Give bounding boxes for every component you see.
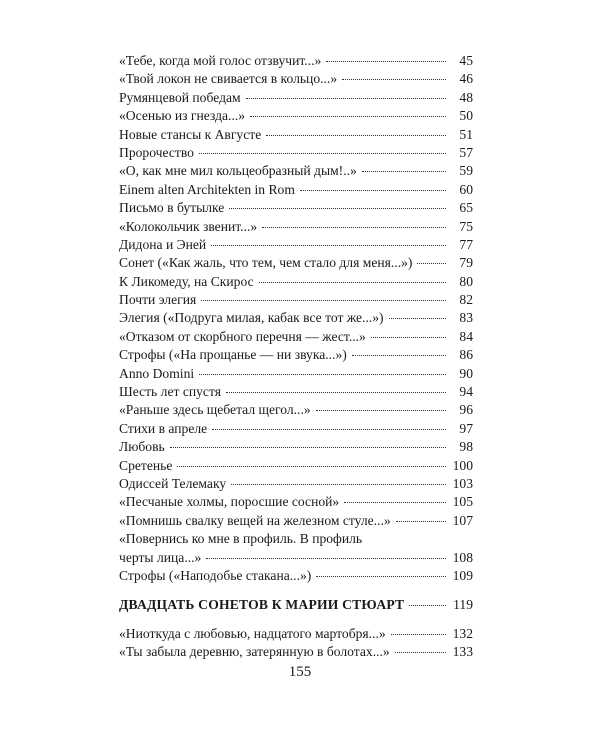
entry-title: Румянцевой победам (119, 89, 241, 105)
entry-page-number: 83 (459, 310, 473, 326)
toc-entry[interactable] (119, 493, 473, 511)
dot-leader (362, 170, 446, 172)
toc-entry[interactable] (119, 162, 473, 180)
entry-page-number: 51 (459, 126, 473, 142)
entry-title: Строфы («На прощанье — ни звука...») (119, 347, 347, 363)
entry-page-number: 82 (459, 292, 473, 308)
entry-title: Пророчество (119, 144, 194, 160)
entry-title: «Песчаные холмы, поросшие сосной» (119, 494, 340, 510)
toc-entry[interactable] (119, 457, 473, 475)
dot-leader (212, 428, 446, 430)
dot-leader (395, 651, 446, 653)
toc-entry[interactable] (119, 126, 473, 144)
entry-page-number: 46 (459, 71, 473, 87)
dot-leader (246, 97, 446, 99)
toc-entry[interactable] (119, 567, 473, 585)
dot-leader (352, 354, 446, 356)
dot-leader (409, 604, 446, 606)
entry-page-number: 105 (452, 494, 473, 510)
entry-page-number: 59 (459, 163, 473, 179)
dot-leader (199, 152, 446, 154)
toc-entry[interactable] (119, 475, 473, 493)
toc-entry[interactable] (119, 625, 473, 643)
entry-page-number: 48 (459, 89, 473, 105)
dot-leader (201, 299, 446, 301)
dot-leader (342, 78, 446, 80)
toc-entry-wrapped[interactable] (119, 530, 473, 548)
entry-page-number: 84 (459, 328, 473, 344)
dot-leader (206, 557, 446, 559)
page-number-footer: 155 (288, 664, 312, 680)
entry-page-number: 60 (459, 181, 473, 197)
dot-leader (300, 189, 446, 191)
entry-title: «О, как мне мил кольцеобразный дым!..» (119, 163, 357, 179)
toc-entry[interactable] (119, 420, 473, 438)
entry-page-number: 132 (452, 625, 473, 641)
entry-page-number: 50 (459, 108, 473, 124)
entry-title: «Раньше здесь щебетал щегол...» (119, 402, 311, 418)
entry-title: Шесть лет спустя (119, 384, 221, 400)
entry-page-number: 45 (459, 53, 473, 68)
entry-page-number: 133 (452, 644, 473, 660)
entry-title: Новые стансы к Августе (119, 126, 262, 142)
toc-entry[interactable] (119, 365, 473, 383)
toc-entry[interactable] (119, 218, 473, 236)
toc-entry[interactable] (119, 199, 473, 217)
dot-leader (177, 465, 446, 467)
entry-title-line2: черты лица...» (119, 549, 202, 565)
entry-page-number: 80 (459, 273, 473, 289)
toc-entry[interactable] (119, 328, 473, 346)
entry-title: Anno Domini (119, 365, 195, 381)
toc-entry[interactable] (119, 291, 473, 309)
entry-title: «Отказом от скорбного перечня — жест...» (119, 328, 366, 344)
toc-entry[interactable] (119, 273, 473, 291)
entry-page-number: 90 (459, 365, 473, 381)
entry-title: Элегия («Подруга милая, кабак все тот же...») (119, 310, 384, 326)
dot-leader (417, 262, 446, 264)
toc-entry[interactable] (119, 309, 473, 327)
dot-leader (391, 633, 446, 635)
dot-leader (262, 226, 446, 228)
entry-title: Строфы («Наподобье стакана...») (119, 567, 312, 583)
toc-entry[interactable] (119, 401, 473, 419)
entry-page-number: 57 (459, 144, 473, 160)
entry-title: К Ликомеду, на Скирос (119, 273, 254, 289)
entry-title: Einem alten Architekten in Rom (119, 181, 295, 197)
entry-page-number: 98 (459, 439, 473, 455)
toc-entries (119, 52, 473, 530)
entry-title: Стихи в апреле (119, 420, 208, 436)
entry-title: «Тебе, когда мой голос отзвучит...» (119, 53, 322, 68)
entry-page-number: 65 (459, 200, 473, 216)
section-entries (119, 625, 473, 662)
toc-entry[interactable] (119, 643, 473, 661)
section-title: ДВАДЦАТЬ СОНЕТОВ К МАРИИ СТЮАРТ (119, 597, 405, 613)
toc-entry[interactable] (119, 89, 473, 107)
entry-page-number: 109 (452, 567, 473, 583)
toc-entry-wrapped-continuation[interactable] (119, 549, 473, 567)
dot-leader (170, 446, 446, 448)
dot-leader (389, 317, 446, 319)
entry-title: «Помнишь свалку вещей на железном стуле...» (119, 512, 391, 528)
dot-leader (199, 373, 446, 375)
toc-entry[interactable] (119, 52, 473, 70)
toc-entry[interactable] (119, 236, 473, 254)
dot-leader (259, 281, 446, 283)
entry-page-number: 107 (452, 512, 473, 528)
entry-page-number: 77 (459, 236, 473, 252)
toc-entry[interactable] (119, 512, 473, 530)
entry-title: Любовь (119, 439, 165, 455)
entry-page-number: 86 (459, 347, 473, 363)
entry-page-number: 103 (452, 475, 473, 491)
entry-page-number: 97 (459, 420, 473, 436)
table-of-contents (119, 52, 473, 662)
entry-title: Сонет («Как жаль, что тем, чем стало для меня...») (119, 255, 413, 271)
dot-leader (316, 409, 446, 411)
entry-title: Одиссей Телемаку (119, 475, 227, 491)
dot-leader (266, 134, 446, 136)
entry-title: Почти элегия (119, 292, 197, 308)
dot-leader (226, 391, 446, 393)
toc-section-heading[interactable] (119, 596, 473, 614)
toc-entry[interactable] (119, 346, 473, 364)
entry-page-number: 79 (459, 255, 473, 271)
dot-leader (316, 575, 446, 577)
entry-page-number: 96 (459, 402, 473, 418)
section-page-number: 119 (453, 597, 473, 613)
toc-entry[interactable] (119, 383, 473, 401)
entry-title: Письмо в бутылке (119, 200, 225, 216)
dot-leader (231, 483, 446, 485)
dot-leader (396, 520, 446, 522)
entry-title: «Ты забыла деревню, затерянную в болотах...» (119, 644, 390, 660)
entry-title: «Осенью из гнезда...» (119, 108, 246, 124)
dot-leader (326, 60, 446, 62)
entry-title: Сретенье (119, 457, 173, 473)
entry-page-number: 94 (459, 384, 473, 400)
entry-title: «Твой локон не свивается в кольцо...» (119, 71, 338, 87)
dot-leader (211, 244, 446, 246)
entry-page-number: 75 (459, 218, 473, 234)
entry-title: Дидона и Эней (119, 236, 207, 252)
dot-leader (229, 207, 446, 209)
toc-entry[interactable] (119, 70, 473, 88)
toc-entry[interactable] (119, 438, 473, 456)
entry-page-number: 100 (452, 457, 473, 473)
entry-title-line1: «Повернись ко мне в профиль. В профиль (119, 531, 363, 547)
toc-entry[interactable] (119, 254, 473, 272)
entry-title: «Колокольчик звенит...» (119, 218, 258, 234)
dot-leader (250, 115, 446, 117)
entry-page-number: 108 (452, 549, 473, 565)
dot-leader (344, 501, 446, 503)
toc-entry[interactable] (119, 144, 473, 162)
dot-leader (371, 336, 446, 338)
entry-title: «Ниоткуда с любовью, надцатого мартобря...» (119, 625, 386, 641)
toc-entry[interactable] (119, 107, 473, 125)
toc-entry[interactable] (119, 181, 473, 199)
